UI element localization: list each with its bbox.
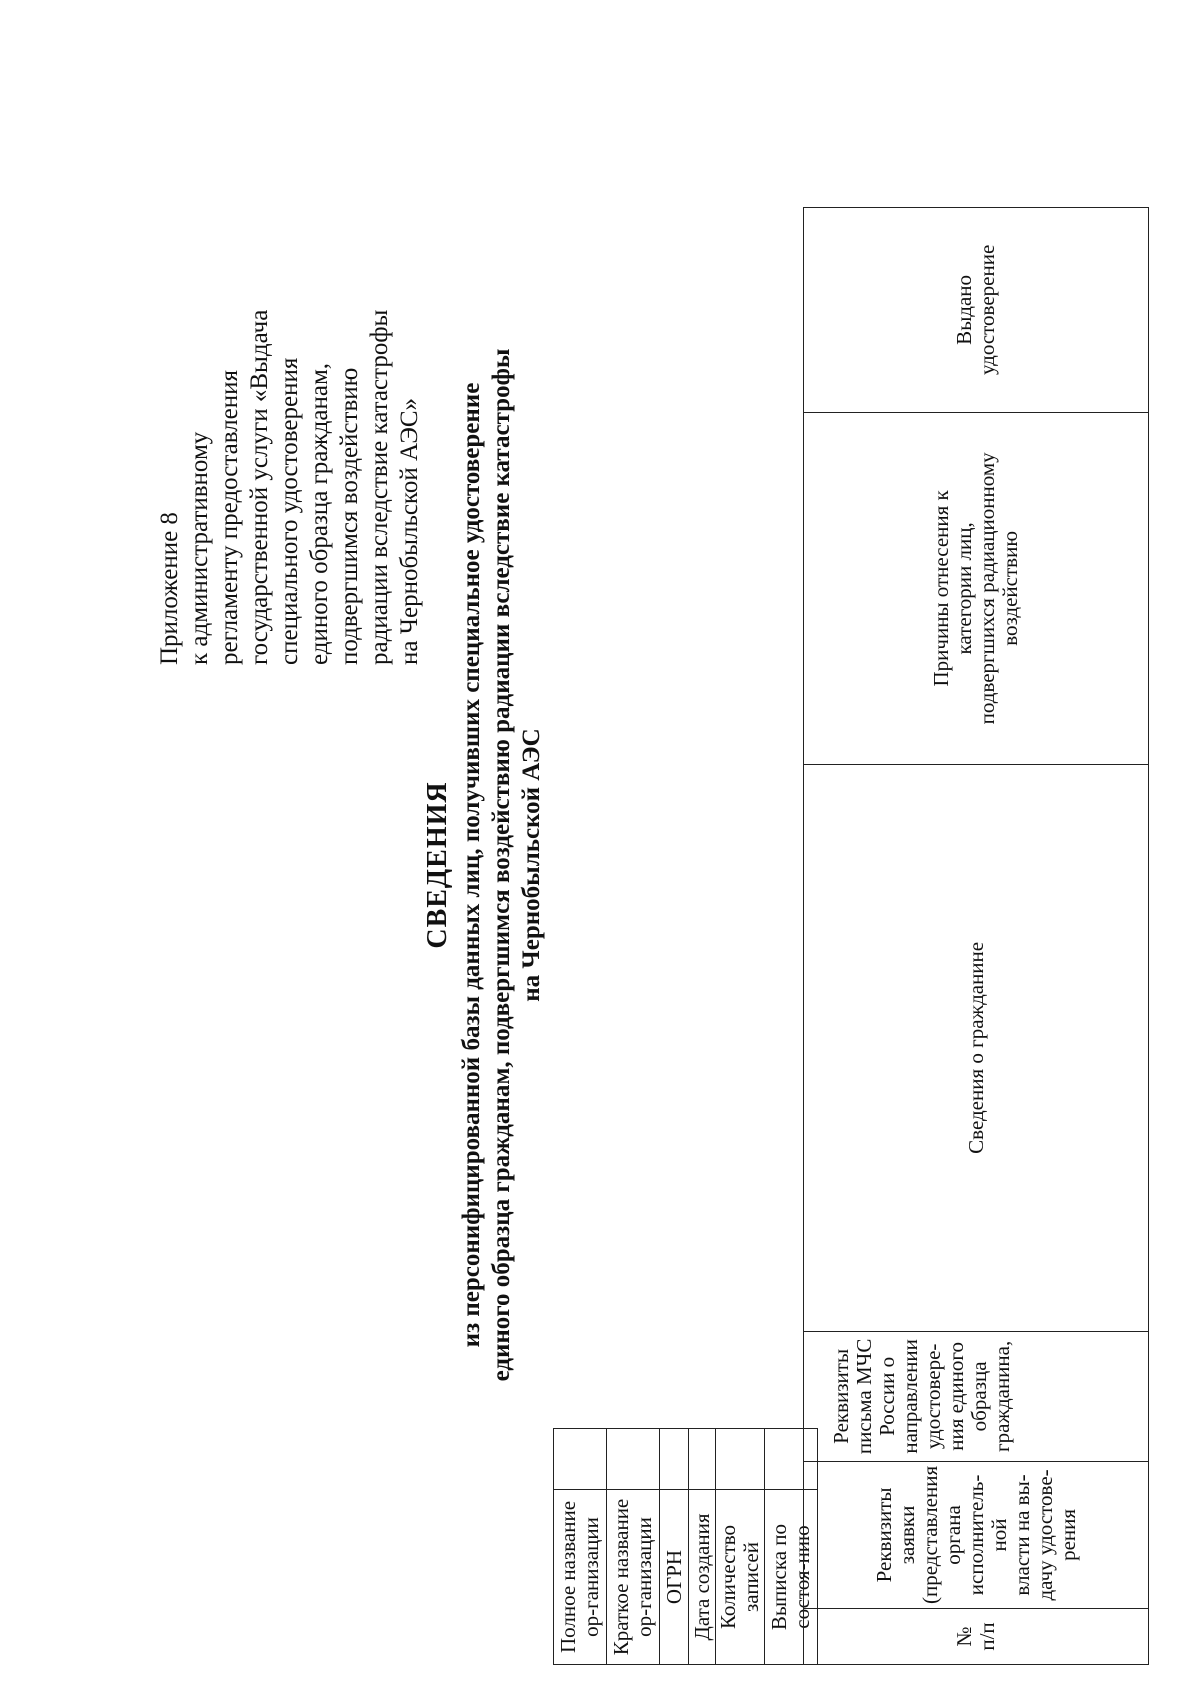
org-value	[660, 1429, 689, 1490]
org-row-created	[689, 1429, 716, 1665]
column-header-certificate-issued: Выдано удостоверение	[804, 207, 1149, 412]
appendix-line: на Чернобыльской АЭС»	[396, 397, 423, 665]
org-value	[689, 1429, 716, 1490]
org-row-record-count	[716, 1429, 765, 1665]
org-value	[607, 1429, 660, 1490]
appendix-line: радиации вследствие катастрофы	[366, 309, 393, 665]
appendix-line: специального удостоверения	[276, 357, 303, 665]
org-row-full-name	[554, 1429, 607, 1665]
column-header-letter-details: Реквизиты письма МЧС России о направлении удостовере- ния единого образца гражданина,	[804, 1331, 1149, 1461]
document-subtitle-line: единого образца гражданам, подвергшимся воздействию радиации вследствие катастрофы	[488, 348, 515, 1382]
column-header-exposure-reasons: Причины отнесения к категории лиц, подвергшихся радиационному воздействию	[804, 412, 1149, 764]
document-subtitle-line: на Чернобыльской АЭС	[518, 728, 545, 1002]
rotated-page	[125, 55, 1145, 1675]
org-row-ogrn	[660, 1429, 689, 1665]
appendix-line: Приложение 8	[156, 512, 183, 665]
document-subtitle-line: из персонифицированной базы данных лиц, получивших специальное удостоверение	[458, 382, 485, 1348]
org-label: Полное название ор-ганизации	[554, 1490, 607, 1665]
appendix-note	[155, 45, 425, 665]
appendix-line: к административному	[186, 431, 213, 665]
appendix-line: подвергшимся воздействию	[336, 367, 363, 665]
appendix-line: государственной услуги «Выдача	[246, 309, 273, 665]
org-label: Дата создания	[689, 1490, 716, 1665]
appendix-line: единого образца гражданам,	[306, 362, 333, 665]
citizen-records-table	[803, 207, 1149, 1665]
column-header-number: № п/п	[804, 1609, 1149, 1665]
org-label: Выписка по состоя-нию	[765, 1490, 818, 1665]
org-label: Количество записей	[716, 1490, 765, 1665]
document-heading	[423, 55, 547, 1675]
org-label: ОГРН	[660, 1490, 689, 1665]
column-header-citizen-info: Сведения о гражданине	[804, 764, 1149, 1331]
document-title: СВЕДЕНИЯ	[422, 781, 453, 949]
organization-info-table	[553, 1428, 818, 1665]
appendix-line: регламенту предоставления	[216, 369, 243, 665]
column-header-request-details: Реквизиты заявки (представления органа исполнитель- ной власти на вы- дачу удостове- рения	[804, 1461, 1149, 1608]
org-label: Краткое название ор-ганизации	[607, 1490, 660, 1665]
org-row-short-name	[607, 1429, 660, 1665]
org-value	[716, 1429, 765, 1490]
table-header-row	[804, 207, 1149, 1664]
org-value	[554, 1429, 607, 1490]
